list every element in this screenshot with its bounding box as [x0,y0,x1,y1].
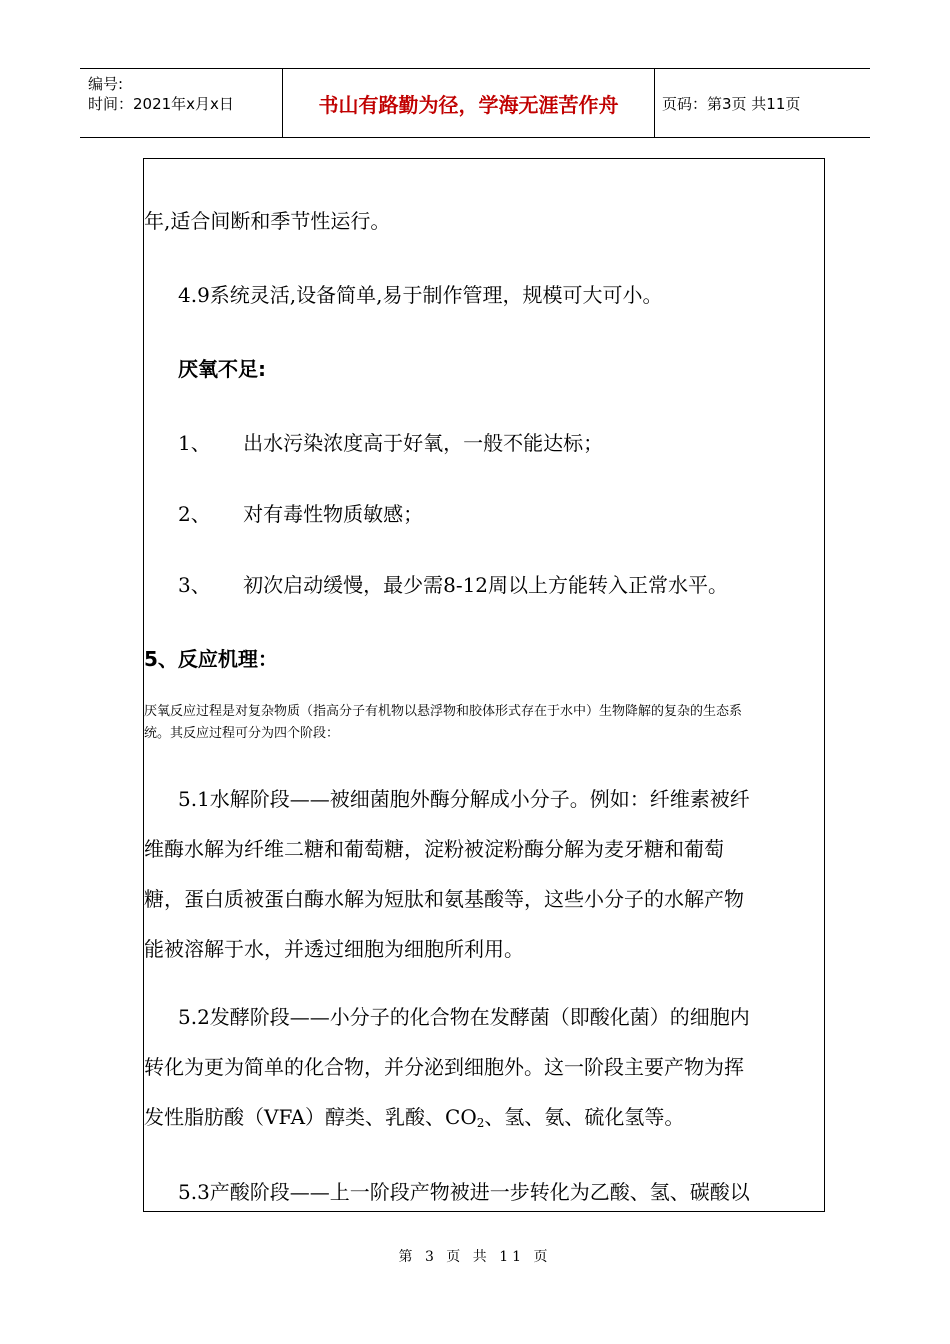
page-footer: 第 3 页 共 11 页 [398,1249,552,1265]
text-run: 、氢、氨、硫化氢等。 [484,1105,685,1129]
item-4-9: 4.9系统灵活,设备简单,易于制作管理，规模可大可小。 [178,283,663,307]
paragraph-line: 5.3产酸阶段——上一阶段产物被进一步转化为乙酸、氢、碳酸以 [178,1180,750,1204]
list-number: 1、 [178,431,211,455]
list-text: 对有毒性物质敏感； [243,502,424,526]
stage-5-3 [144,1167,824,1212]
text-run: 发性脂肪酸（VFA）醇类、乳酸、CO [144,1105,477,1129]
paragraph-line: 糖，蛋白质被蛋白酶水解为短肽和氨基酸等，这些小分子的水解产物 [144,887,744,911]
time-label: 时间：2021年x月x日 [88,95,234,113]
heading-disadvantages: 厌氧不足: [178,357,266,381]
list-text: 出水污染浓度高于好氧，一般不能达标； [243,431,604,455]
list-item [178,427,825,456]
stage-5-1 [144,774,824,974]
paragraph-line [144,1092,824,1142]
number-label: 编号: [88,75,124,93]
list-item [178,498,825,527]
list-text: 初次启动缓慢，最少需8-12周以上方能转入正常水平。 [243,573,729,597]
intro-line: 厌氧反应过程是对复杂物质（指高分子有机物以悬浮物和胶体形式存在于水中）生物降解的复杂的生态系 [144,704,743,719]
heading-mechanism: 5、反应机理： [144,647,278,671]
text-line: 年,适合间断和季节性运行。 [144,209,391,233]
intro-paragraph [144,701,820,745]
intro-line: 统。其反应过程可分为四个阶段： [144,726,340,741]
header-page-info: 页码：第3页 共11页 [662,94,801,113]
subscript: 2 [476,1116,485,1130]
paragraph-line: 5.2发酵阶段——小分子的化合物在发酵菌（即酸化菌）的细胞内 [178,1005,750,1029]
header-divider [654,69,655,137]
list-number: 2、 [178,502,211,526]
header-motto: 书山有路勤为径，学海无涯苦作舟 [318,92,619,117]
paragraph-line: 转化为更为简单的化合物，并分泌到细胞外。这一阶段主要产物为挥 [144,1055,744,1079]
list-item [178,569,825,598]
stage-5-2 [144,992,824,1142]
paragraph-line: 能被溶解于水，并透过细胞为细胞所利用。 [144,937,524,961]
header-meta [80,69,282,137]
content-frame [143,158,825,1212]
list-number: 3、 [178,573,211,597]
document-header [80,68,870,138]
paragraph-line: 5.1水解阶段——被细菌胞外酶分解成小分子。例如：纤维素被纤 [178,787,750,811]
paragraph-line: 维酶水解为纤维二糖和葡萄糖，淀粉被淀粉酶分解为麦牙糖和葡萄 [144,837,724,861]
